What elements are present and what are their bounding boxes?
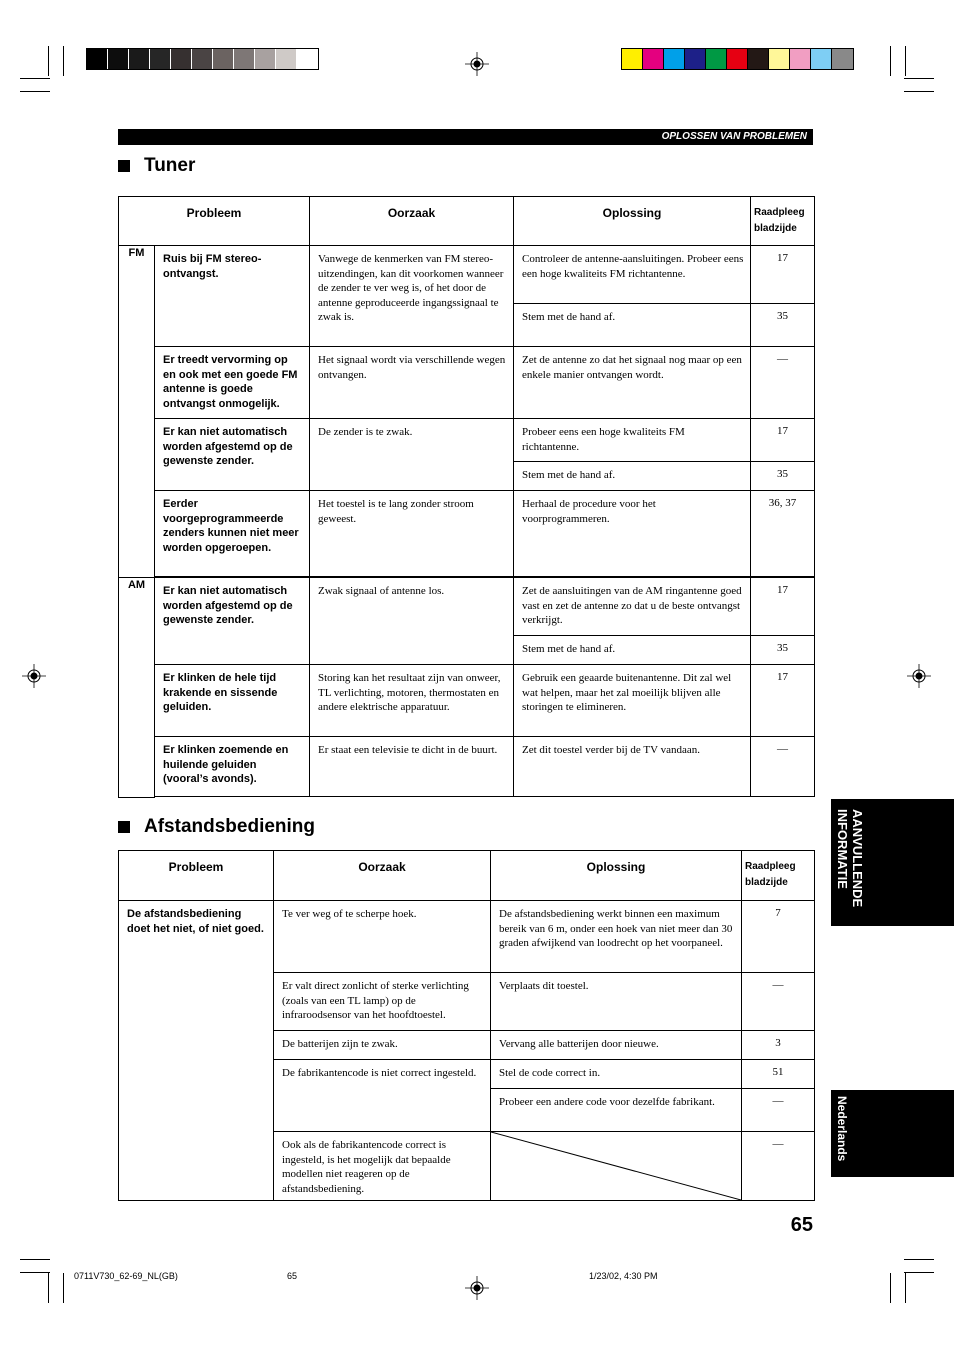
table-row bbox=[119, 491, 815, 577]
crop-mark bbox=[904, 1272, 934, 1273]
color-swatch bbox=[790, 49, 811, 69]
header-oorzaak: Oorzaak bbox=[274, 851, 491, 901]
cause-cell: De zender is te zwak. bbox=[310, 419, 514, 491]
gray-swatch bbox=[255, 49, 276, 69]
square-bullet-icon bbox=[118, 160, 130, 172]
color-swatch bbox=[748, 49, 769, 69]
header-oplossing: Oplossing bbox=[514, 197, 751, 246]
gray-swatch bbox=[129, 49, 150, 69]
page-ref-cell: 51 bbox=[742, 1060, 815, 1089]
side-tab-info bbox=[831, 799, 954, 926]
page-ref-cell: — bbox=[742, 1132, 815, 1201]
page-ref-cell: 17 bbox=[751, 665, 815, 737]
side-tab-language bbox=[831, 1090, 954, 1177]
solution-cell: Herhaal de procedure voor het voorprogrammeren. bbox=[514, 491, 751, 577]
crop-mark bbox=[20, 1272, 50, 1273]
crop-mark bbox=[905, 1273, 906, 1303]
footer-date: 1/23/02, 4:30 PM bbox=[589, 1271, 658, 1281]
header-probleem: Probleem bbox=[119, 851, 274, 901]
gray-swatch bbox=[192, 49, 213, 69]
page-ref-cell: — bbox=[742, 973, 815, 1031]
solution-cell: Probeer eens een hoge kwaliteits FM richtantenne. bbox=[514, 419, 751, 462]
solution-cell: Gebruik een geaarde buitenantenne. Dit zal wel wat helpen, maar het zal moeilijk blijven alle storingen te elimineren. bbox=[514, 665, 751, 737]
solution-cell: De afstandsbediening werkt binnen een maximum bereik van 6 m, onder een hoek van niet meer dan 30 graden afwijkend van loodrecht op het voorpaneel. bbox=[491, 901, 742, 973]
section-header-bar: OPLOSSEN VAN PROBLEMEN bbox=[118, 129, 813, 145]
crop-mark bbox=[890, 46, 891, 76]
header-ref: Raadpleeg bladzijde bbox=[742, 851, 815, 901]
gray-swatch bbox=[234, 49, 255, 69]
color-swatch bbox=[664, 49, 685, 69]
page-number: 65 bbox=[790, 1214, 813, 1236]
cause-cell: Zwak signaal of antenne los. bbox=[310, 578, 514, 665]
gray-swatch bbox=[87, 49, 108, 69]
problem-cell: Er treedt vervorming op en ook met een goede FM antenne is goede ontvangst onmogelijk. bbox=[155, 347, 310, 419]
table-row bbox=[119, 901, 815, 973]
tuner-section-title bbox=[118, 155, 195, 177]
solution-cell: Stem met de hand af. bbox=[514, 304, 751, 347]
page-ref-cell: 36, 37 bbox=[751, 491, 815, 577]
remote-title: Afstandsbediening bbox=[144, 816, 316, 837]
crop-mark bbox=[48, 46, 49, 76]
solution-cell: Stem met de hand af. bbox=[514, 636, 751, 665]
square-bullet-icon bbox=[118, 821, 130, 833]
spacer-row bbox=[119, 797, 815, 798]
page-ref-cell: 3 bbox=[742, 1031, 815, 1060]
header-oplossing: Oplossing bbox=[491, 851, 742, 901]
color-swatch bbox=[727, 49, 748, 69]
page-ref-cell: 17 bbox=[751, 246, 815, 304]
crop-mark bbox=[20, 78, 50, 79]
page-ref-cell: 35 bbox=[751, 636, 815, 665]
tuner-table bbox=[118, 196, 815, 798]
page-ref-cell: 35 bbox=[751, 462, 815, 491]
gray-swatch bbox=[213, 49, 234, 69]
footer-page: 65 bbox=[287, 1271, 298, 1281]
cause-cell: Vanwege de kenmerken van FM stereo-uitzendingen, kan dit voorkomen wanneer de zender te ver weg is, of het door de antenne geproduceerde ingangssignaal te zwak is. bbox=[310, 246, 514, 347]
page-ref-cell: 17 bbox=[751, 419, 815, 462]
registration-mark-icon bbox=[465, 1276, 489, 1300]
problem-cell: Er kan niet automatisch worden afgestemd op de gewenste zender. bbox=[155, 578, 310, 665]
problem-cell: De afstandsbediening doet het niet, of niet goed. bbox=[119, 901, 274, 1201]
problem-cell: Ruis bij FM stereo-ontvangst. bbox=[155, 246, 310, 347]
crop-mark bbox=[904, 91, 934, 92]
gray-swatch bbox=[108, 49, 129, 69]
header-ref: Raadpleeg bladzijde bbox=[751, 197, 815, 246]
footer-file: 0711V730_62-69_NL(GB) bbox=[74, 1271, 178, 1281]
header-probleem: Probleem bbox=[119, 197, 310, 246]
problem-cell: Eerder voorgeprogrammeerde zenders kunnen niet meer worden opgeroepen. bbox=[155, 491, 310, 577]
table-row bbox=[119, 246, 815, 304]
page-ref-cell: — bbox=[742, 1089, 815, 1132]
grayscale-bar bbox=[86, 48, 319, 70]
color-swatch bbox=[811, 49, 832, 69]
solution-cell: Controleer de antenne-aansluitingen. Probeer eens een hoge kwaliteits FM richtantenne. bbox=[514, 246, 751, 304]
crop-mark bbox=[890, 1273, 891, 1303]
color-swatch bbox=[706, 49, 727, 69]
problem-cell: Er klinken zoemende en huilende geluiden (vooral’s avonds). bbox=[155, 737, 310, 797]
crop-mark bbox=[904, 1259, 934, 1260]
crop-mark bbox=[20, 1259, 50, 1260]
color-swatch bbox=[622, 49, 643, 69]
table-row bbox=[119, 665, 815, 737]
cause-cell: Ook als de fabrikantencode correct is ingesteld, is het mogelijk dat bepaalde modellen niet reageren op de afstandsbediening. bbox=[274, 1132, 491, 1201]
cause-cell: Storing kan het resultaat zijn van onweer, TL verlichting, motoren, thermostaten en andere elektrische apparatuur. bbox=[310, 665, 514, 737]
cause-cell: De fabrikantencode is niet correct ingesteld. bbox=[274, 1060, 491, 1132]
registration-mark-icon bbox=[465, 52, 489, 76]
registration-mark-icon bbox=[907, 664, 931, 688]
cause-cell: Het toestel is te lang zonder stroom geweest. bbox=[310, 491, 514, 577]
gray-swatch bbox=[150, 49, 171, 69]
color-swatch bbox=[832, 49, 853, 69]
page-ref-cell: — bbox=[751, 737, 815, 797]
gray-swatch bbox=[297, 49, 318, 69]
crop-mark bbox=[905, 46, 906, 76]
page-ref-cell: — bbox=[751, 347, 815, 419]
table-row bbox=[119, 347, 815, 419]
problem-cell: Er klinken de hele tijd krakende en sissende geluiden. bbox=[155, 665, 310, 737]
solution-cell: Stem met de hand af. bbox=[514, 462, 751, 491]
solution-cell: Probeer een andere code voor dezelfde fabrikant. bbox=[491, 1089, 742, 1132]
gray-swatch bbox=[276, 49, 297, 69]
table-row bbox=[119, 737, 815, 797]
page-ref-cell: 17 bbox=[751, 578, 815, 636]
crop-mark bbox=[904, 78, 934, 79]
solution-cell: Zet de aansluitingen van de AM ringantenne goed vast en zet de antenne zo dat u de beste ontvangst verkrijgt. bbox=[514, 578, 751, 636]
side-tab-language-label: Nederlands bbox=[835, 1096, 849, 1162]
tuner-title: Tuner bbox=[144, 155, 196, 176]
color-swatch bbox=[643, 49, 664, 69]
color-swatch bbox=[685, 49, 706, 69]
remote-section-title bbox=[118, 816, 315, 838]
solution-cell: Zet dit toestel verder bij de TV vandaan. bbox=[514, 737, 751, 797]
cause-cell: Er staat een televisie te dicht in de buurt. bbox=[310, 737, 514, 797]
solution-cell: Stel de code correct in. bbox=[491, 1060, 742, 1089]
color-swatch bbox=[769, 49, 790, 69]
crop-mark bbox=[20, 91, 50, 92]
table-row bbox=[119, 419, 815, 462]
cause-cell: De batterijen zijn te zwak. bbox=[274, 1031, 491, 1060]
page-ref-cell: 7 bbox=[742, 901, 815, 973]
band-label-am: AM bbox=[119, 578, 155, 798]
side-tab-info-line2: INFORMATIE bbox=[835, 809, 850, 889]
table-row bbox=[119, 578, 815, 636]
crop-mark bbox=[63, 1273, 64, 1303]
remote-table bbox=[118, 850, 815, 1201]
cause-cell: Het signaal wordt via verschillende wegen ontvangen. bbox=[310, 347, 514, 419]
cause-cell: Te ver weg of te scherpe hoek. bbox=[274, 901, 491, 973]
table-header-row bbox=[119, 851, 815, 901]
solution-cell: Vervang alle batterijen door nieuwe. bbox=[491, 1031, 742, 1060]
gray-swatch bbox=[171, 49, 192, 69]
solution-cell: Verplaats dit toestel. bbox=[491, 973, 742, 1031]
page-ref-cell: 35 bbox=[751, 304, 815, 347]
color-bar bbox=[621, 48, 854, 70]
band-label-fm: FM bbox=[119, 246, 155, 578]
table-header-row bbox=[119, 197, 815, 246]
diagonal-strike bbox=[491, 1132, 741, 1200]
registration-mark-icon bbox=[22, 664, 46, 688]
header-oorzaak: Oorzaak bbox=[310, 197, 514, 246]
solution-cell: Zet de antenne zo dat het signaal nog maar op een enkele manier ontvangen wordt. bbox=[514, 347, 751, 419]
spacer-cell bbox=[155, 797, 815, 798]
problem-cell: Er kan niet automatisch worden afgestemd op de gewenste zender. bbox=[155, 419, 310, 491]
empty-solution-cell bbox=[491, 1132, 742, 1201]
crop-mark bbox=[48, 1273, 49, 1303]
cause-cell: Er valt direct zonlicht of sterke verlichting (zoals van een TL lamp) op de infraroodsensor van het hoofdtoestel. bbox=[274, 973, 491, 1031]
crop-mark bbox=[63, 46, 64, 76]
side-tab-info-line1: AANVULLENDE bbox=[850, 809, 865, 908]
